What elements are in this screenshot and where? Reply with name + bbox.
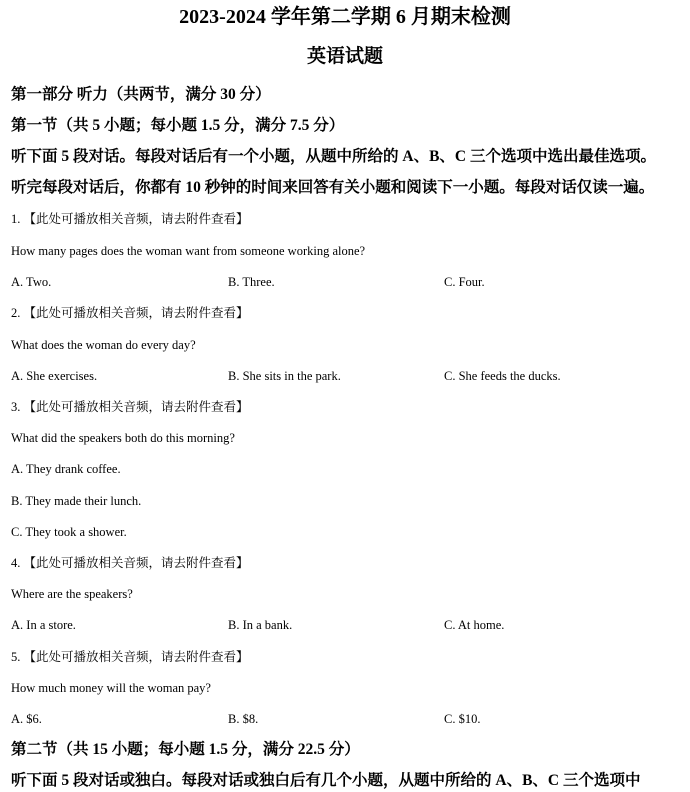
question-4-option-b: B. In a bank. [228,618,293,632]
section1-instruction-1: 听下面 5 段对话。每段对话后有一个小题，从题中所给的 A、B、C 三个选项中选出最佳选项。 [11,148,656,165]
question-1-option-a: A. Two. [11,275,52,289]
question-5-option-a: A. $6. [11,712,42,726]
question-3-option-c: C. They took a shower. [11,525,127,539]
question-4-stem: Where are the speakers? [11,587,133,601]
question-1-stem: How many pages does the woman want from someone working alone? [11,244,366,258]
question-5-option-c: C. $10. [444,712,481,726]
question-5-option-b: B. $8. [228,712,259,726]
section1-heading: 第一节（共 5 小题；每小题 1.5 分，满分 7.5 分） [11,117,345,134]
question-4-option-a: A. In a store. [11,618,76,632]
question-5-audio-note: 5. 【此处可播放相关音频，请去附件查看】 [11,650,249,664]
question-2-audio-note: 2. 【此处可播放相关音频，请去附件查看】 [11,306,249,320]
question-2-stem: What does the woman do every day? [11,338,196,352]
exam-subtitle: 英语试题 [306,46,383,67]
question-4-audio-note: 4. 【此处可播放相关音频，请去附件查看】 [11,556,249,570]
question-2-option-c: C. She feeds the ducks. [444,369,561,383]
section1-instruction-2: 听完每段对话后，你都有 10 秒钟的时间来回答有关小题和阅读下一小题。每段对话仅读一遍。 [11,179,655,196]
question-3-option-b: B. They made their lunch. [11,494,142,508]
question-1-option-b: B. Three. [228,275,275,289]
question-2-option-b: B. She sits in the park. [228,369,341,383]
question-3-option-a: A. They drank coffee. [11,462,121,476]
question-3-audio-note: 3. 【此处可播放相关音频，请去附件查看】 [11,400,249,414]
part1-heading: 第一部分 听力（共两节，满分 30 分） [11,86,271,103]
question-4-option-c: C. At home. [444,618,505,632]
question-5-stem: How much money will the woman pay? [11,681,211,695]
question-2-option-a: A. She exercises. [11,369,98,383]
section2-instruction-1: 听下面 5 段对话或独白。每段对话或独白后有几个小题，从题中所给的 A、B、C 三个选项中 [11,772,641,789]
question-3-stem: What did the speakers both do this morning? [11,431,235,445]
question-1-audio-note: 1. 【此处可播放相关音频，请去附件查看】 [11,212,249,226]
question-1-option-c: C. Four. [444,275,485,289]
exam-title: 2023-2024 学年第二学期 6 月期末检测 [179,6,511,28]
section2-heading: 第二节（共 15 小题；每小题 1.5 分，满分 22.5 分） [11,741,360,758]
